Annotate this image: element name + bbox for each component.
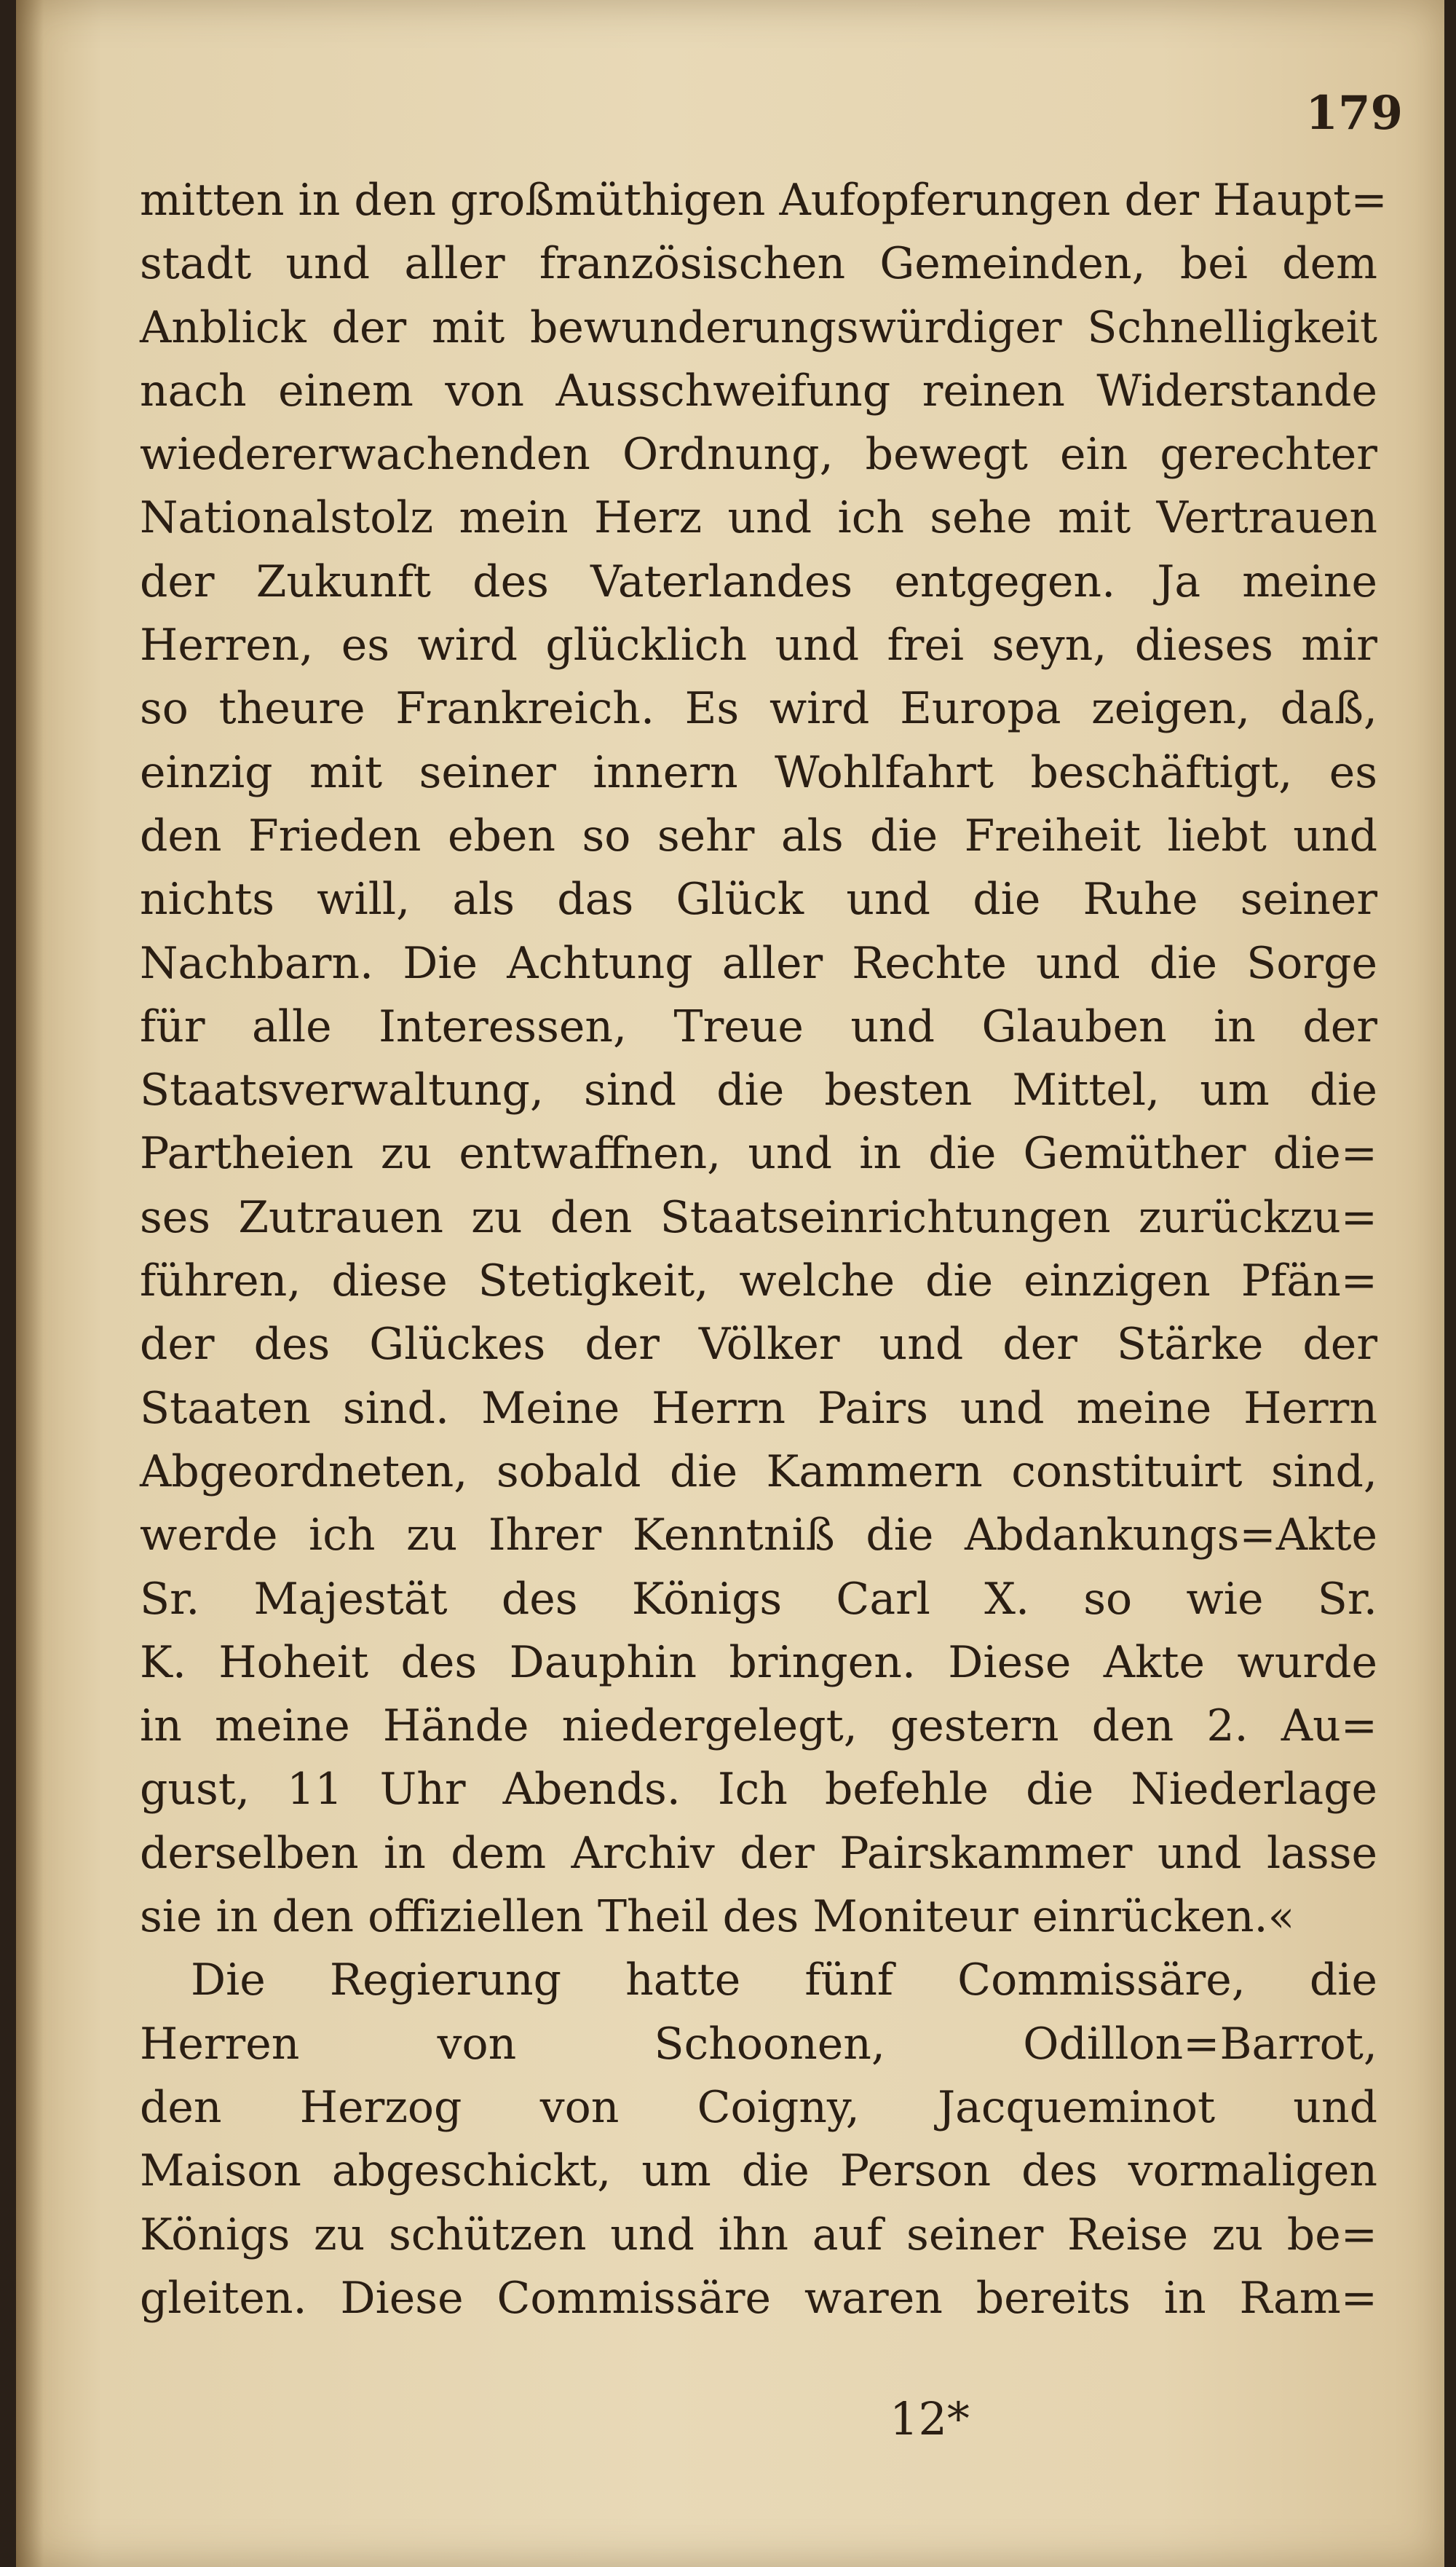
text-line: Herren, es wird glücklich und frei seyn, dieses mir [140,620,1377,671]
text-line: der Zukunft des Vaterlandes entgegen. Ja meine [140,556,1377,607]
text-line: gleiten. Diese Commissäre waren bereits in Ram= [140,2272,1377,2324]
text-line: den Frieden eben so sehr als die Freiheit liebt und [140,810,1377,861]
text-line: wiedererwachenden Ordnung, bewegt ein gerechter [140,429,1377,481]
text-line: einzig mit seiner innern Wohlfahrt beschäftigt, es [140,746,1377,798]
page-number: 179 [1305,86,1403,141]
text-line: führen, diese Stetigkeit, welche die einzigen Pfän= [140,1255,1377,1307]
text-line: Herren von Schoonen, Odillon=Barrot, [140,2018,1377,2070]
text-line: Staaten sind. Meine Herrn Pairs und meine Herrn [140,1382,1377,1434]
text-line: Sr. Majestät des Königs Carl X. so wie Sr. [140,1573,1377,1625]
text-line: in meine Hände niedergelegt, gestern den 2. Au= [140,1700,1377,1752]
text-line: Staatsverwaltung, sind die besten Mittel, um die [140,1065,1377,1116]
text-line: Königs zu schützen und ihn auf seiner Reise zu be= [140,2209,1377,2260]
text-line: sie in den offiziellen Theil des Moniteur einrücken.« [140,1891,1295,1943]
body-text [140,169,1388,2330]
text-line: so theure Frankreich. Es wird Europa zeigen, daß, [140,683,1377,735]
text-line: der des Glückes der Völker und der Stärke der [140,1319,1377,1371]
text-line: Nationalstolz mein Herz und ich sehe mit Vertrauen [140,492,1377,544]
text-line: ses Zutrauen zu den Staatseinrichtungen zurückzu= [140,1191,1377,1243]
text-line: Abgeordneten, sobald die Kammern constituirt sind, [140,1446,1377,1497]
text-line: für alle Interessen, Treue und Glauben in der [140,1001,1377,1052]
text-line: nach einem von Ausschweifung reinen Widerstande [140,365,1377,417]
text-line: den Herzog von Coigny, Jacqueminot und [140,2081,1377,2133]
book-page [16,0,1444,2567]
signature-mark: 12* [890,2392,970,2445]
text-line: derselben in dem Archiv der Pairskammer und lasse [140,1827,1377,1879]
text-line: Maison abgeschickt, um die Person des vormaligen [140,2145,1377,2197]
text-line: stadt und aller französischen Gemeinden, bei dem [140,238,1377,290]
text-line: gust, 11 Uhr Abends. Ich befehle die Niederlage [140,1764,1377,1815]
text-line: Nachbarn. Die Achtung aller Rechte und die Sorge [140,937,1377,989]
text-line: werde ich zu Ihrer Kenntniß die Abdankungs=Akte [140,1510,1377,1561]
text-line: Anblick der mit bewunderungswürdiger Schnelligkeit [140,301,1377,353]
text-line: mitten in den großmüthigen Aufopferungen der Haupt= [140,175,1388,226]
text-line: Die Regierung hatte fünf Commissäre, die [191,1955,1377,2006]
text-line: nichts will, als das Glück und die Ruhe seiner [140,874,1377,926]
text-line: Partheien zu entwaffnen, und in die Gemüther die= [140,1128,1377,1180]
text-line: K. Hoheit des Dauphin bringen. Diese Akte wurde [140,1636,1377,1688]
